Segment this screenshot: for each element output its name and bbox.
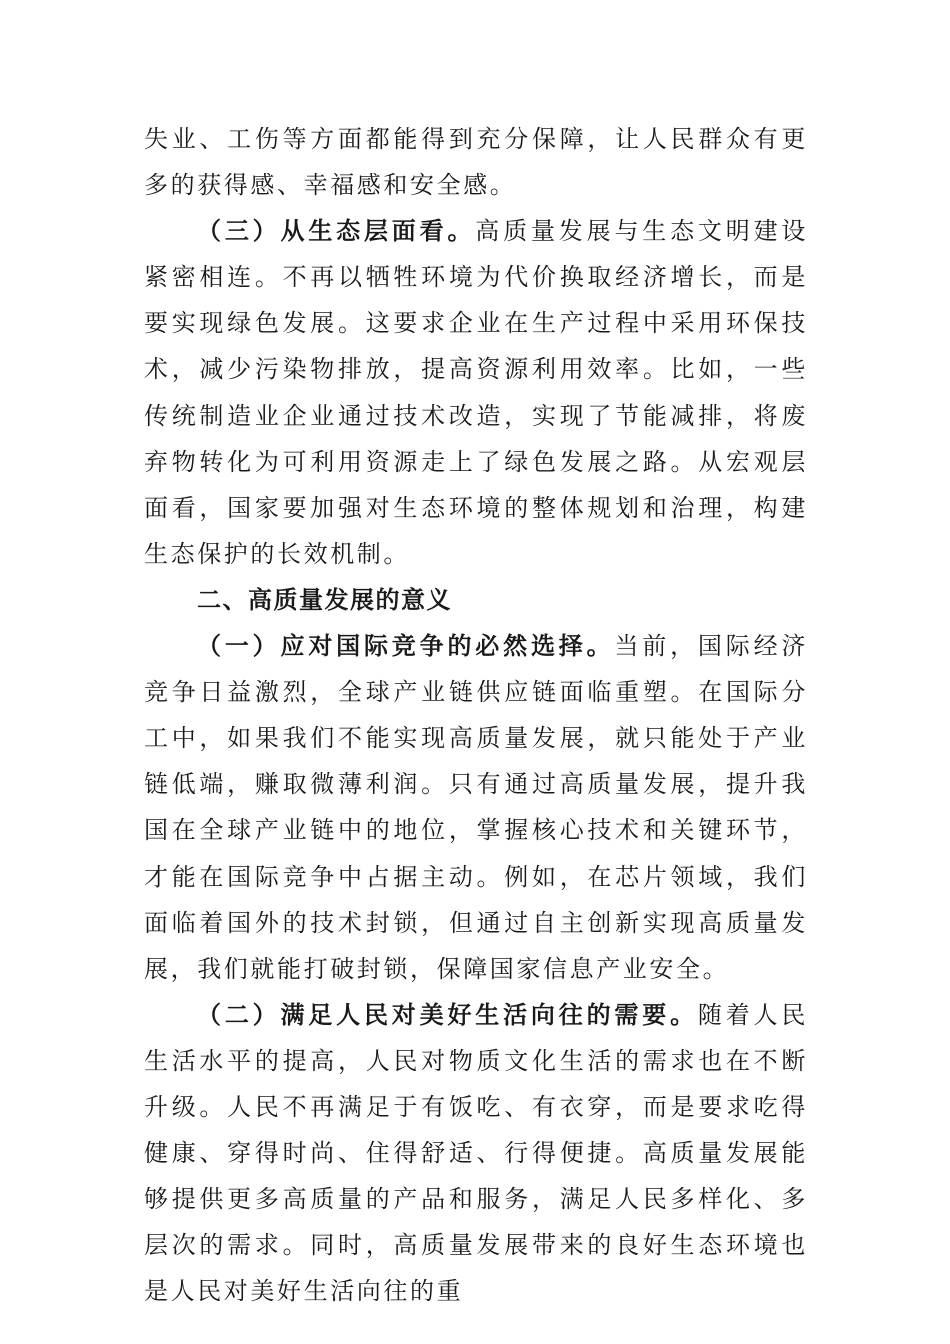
paragraph-ecology — [144, 208, 808, 577]
paragraph-lead: （一）应对国际竞争的必然选择。 — [197, 631, 615, 661]
paragraph-text: 随着人民生活水平的提高，人民对物质文化生活的需求也在不断升级。人民不再满足于有饭吃、有衣穿，而是要求吃得健康、穿得时尚、住得舒适、行得便捷。高质量发展能够提供更多高质量的产品和服务，满足人民多样化、多层次的需求。同时，高质量发展带来的良好生态环境也是人民对美好生活向往的重 — [144, 1000, 808, 1306]
paragraph-continuation — [144, 116, 808, 208]
paragraph-lead: （二）满足人民对美好生活向往的需要。 — [197, 999, 698, 1029]
paragraph-better-life — [144, 992, 808, 1315]
paragraph-text: 失业、工伤等方面都能得到充分保障，让人民群众有更多的获得感、幸福感和安全感。 — [144, 125, 808, 200]
paragraph-international-competition — [144, 623, 808, 992]
paragraph-text: 当前，国际经济竞争日益激烈，全球产业链供应链面临重塑。在国际分工中，如果我们不能实现高质量发展，就只能处于产业链低端，赚取微薄利润。只有通过高质量发展，提升我国在全球产业链中的地位，掌握核心技术和关键环节，才能在国际竞争中占据主动。例如，在芯片领域，我们面临着国外的技术封锁，但通过自主创新实现高质量发展，我们就能打破封锁，保障国家信息产业安全。 — [144, 632, 809, 983]
section-heading: 二、高质量发展的意义 — [197, 585, 452, 614]
paragraph-lead: （三）从生态层面看。 — [197, 216, 476, 246]
document-body — [144, 116, 808, 1314]
paragraph-text: 高质量发展与生态文明建设紧密相连。不再以牺牲环境为代价换取经济增长，而是要实现绿色发展。这要求企业在生产过程中采用环保技术，减少污染物排放，提高资源利用效率。比如，一些传统制造业企业通过技术改造，实现了节能减排，将废弃物转化为可利用资源走上了绿色发展之路。从宏观层面看，国家要加强对生态环境的整体规划和治理，构建生态保护的长效机制。 — [144, 217, 809, 568]
